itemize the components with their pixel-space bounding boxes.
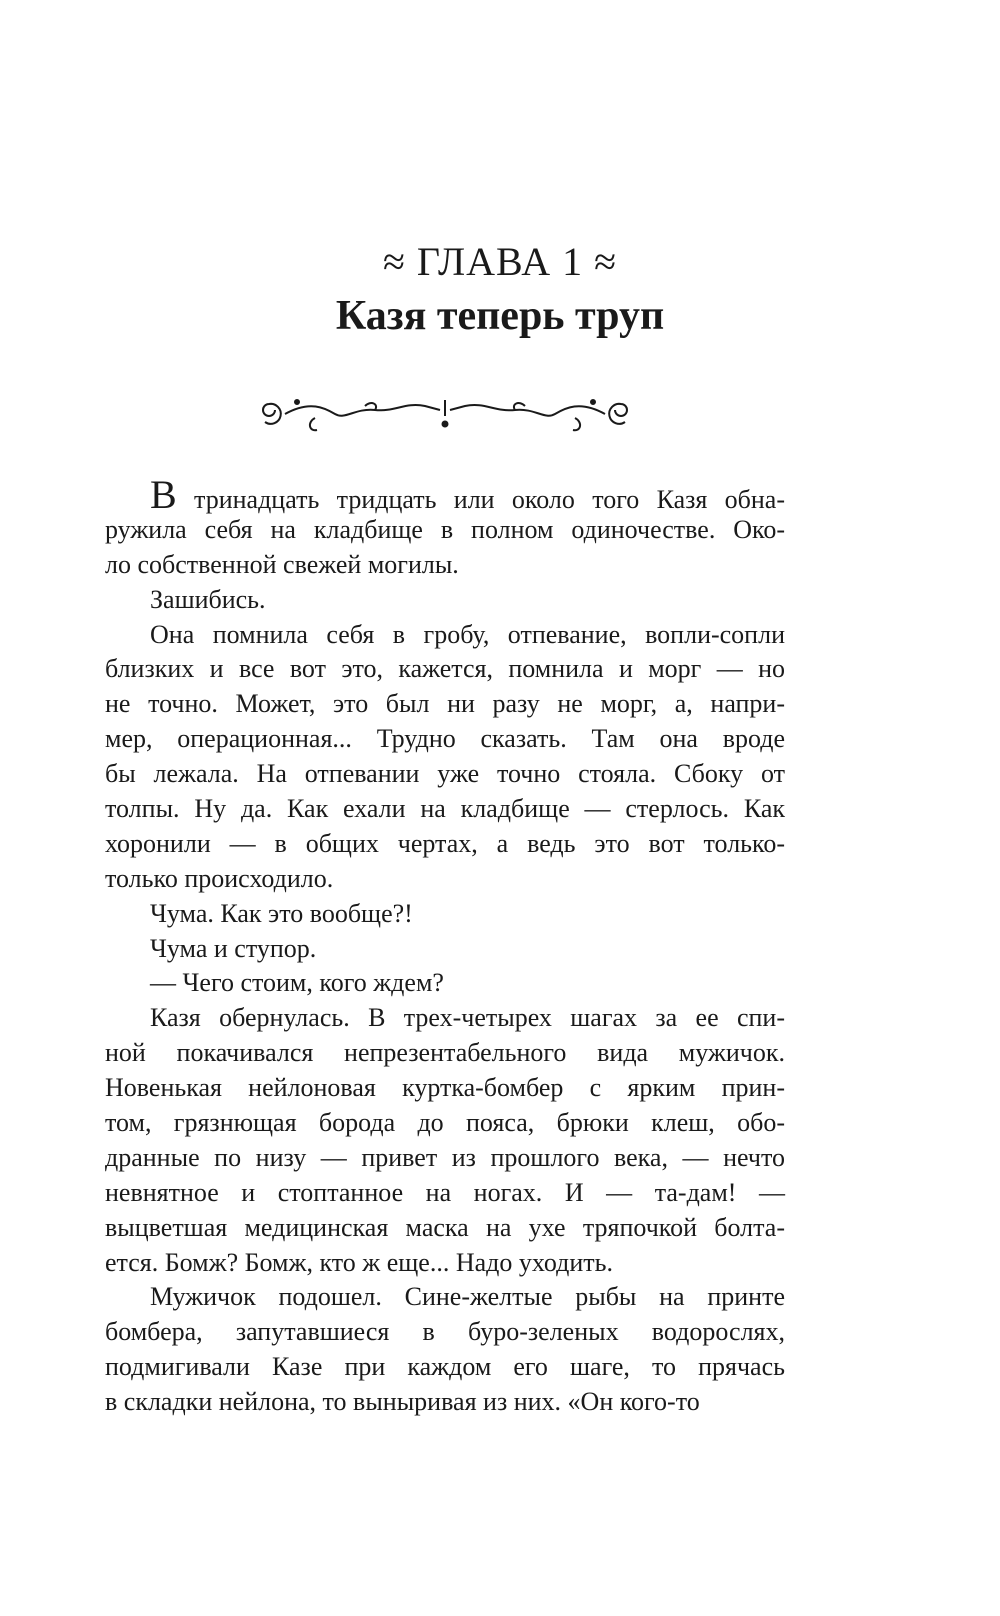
text-line: [105, 687, 785, 722]
text-line: [105, 1176, 785, 1211]
line-text: ло собственной свежей могилы.: [105, 549, 459, 579]
line-text: Зашибись.: [150, 584, 266, 614]
line-text: толпы. Ну да. Как ехали на кладбище — стерлось. Как: [105, 794, 785, 824]
text-line: [105, 1246, 785, 1281]
line-text: только происходило.: [105, 863, 334, 893]
text-line: [105, 583, 785, 618]
line-text: Казя обернулась. В трех-четырех шагах за ее спи-: [150, 1003, 785, 1033]
text-line: [105, 897, 785, 932]
ornament-flourish-icon: [255, 388, 635, 436]
line-text: ружила себя на кладбище в полном одиночестве. Око-: [105, 514, 785, 544]
text-line: [105, 932, 785, 967]
text-line: [105, 548, 785, 583]
line-text: выцветшая медицинская маска на ухе тряпочкой болта-: [105, 1212, 785, 1242]
text-line: [105, 1036, 785, 1071]
line-text: не точно. Может, это был ни разу не морг, а, напри-: [105, 689, 785, 719]
text-line: [105, 862, 785, 897]
text-line: [105, 652, 785, 687]
line-text: близких и все вот это, кажется, помнила и морг — но: [105, 654, 785, 684]
text-line: [105, 1071, 785, 1106]
line-text: бы лежала. На отпевании уже точно стояла. Сбоку от: [105, 759, 785, 789]
text-line: [105, 1211, 785, 1246]
line-text: подмигивали Казе при каждом его шаге, то прячась: [105, 1352, 785, 1382]
line-text: Мужичок подошел. Сине-желтые рыбы на принте: [150, 1282, 785, 1312]
line-text: в складки нейлона, то выныривая из них. «Он кого-то: [105, 1387, 700, 1417]
line-text: том, грязнющая борода до пояса, брюки клеш, обо-: [105, 1108, 785, 1138]
text-line: [105, 513, 785, 548]
chapter-heading: ≈ ГЛАВА 1 ≈: [382, 239, 618, 284]
line-text: Она помнила себя в гробу, отпевание, вопли-сопли: [150, 619, 785, 649]
chapter-body: [105, 472, 786, 1420]
initial-letter: В: [150, 472, 177, 517]
text-line: [105, 1106, 785, 1141]
text-line: [105, 966, 785, 1001]
text-line: [105, 472, 786, 517]
line-text: невнятное и стоптанное на ногах. И — та-дам! —: [105, 1177, 785, 1207]
text-line: [105, 1280, 785, 1315]
text-line: [105, 827, 785, 862]
text-line: [105, 1141, 785, 1176]
line-text: Чума. Как это вообще?!: [150, 898, 413, 928]
line-text: бомбера, запутавшиеся в буро-зеленых водорослях,: [105, 1317, 785, 1347]
line-text: — Чего стоим, кого ждем?: [150, 968, 444, 998]
line-text: ется. Бомж? Бомж, кто ж еще... Надо уходить.: [105, 1247, 614, 1277]
line-text: Чума и ступор.: [150, 933, 317, 963]
line-text: дранные по низу — привет из прошлого века, — нечто: [105, 1142, 785, 1172]
line-text: Новенькая нейлоновая куртка-бомбер с ярким прин-: [105, 1073, 785, 1103]
chapter-title: Казя теперь труп: [335, 293, 665, 339]
line-text: мер, операционная... Трудно сказать. Там она вроде: [105, 724, 785, 754]
text-line: [105, 1350, 785, 1385]
line-text: хоронили — в общих чертах, а ведь это вот только-: [105, 828, 785, 858]
line-text: тринадцать тридцать или около того Казя обна-: [194, 485, 786, 514]
text-line: [105, 757, 785, 792]
text-line: [105, 792, 785, 827]
text-line: [105, 722, 785, 757]
text-line: [105, 1385, 785, 1420]
text-line: [105, 1315, 785, 1350]
text-line: [105, 618, 785, 653]
line-text: ной покачивался непрезентабельного вида мужичок.: [105, 1038, 785, 1068]
text-line: [105, 1001, 785, 1036]
